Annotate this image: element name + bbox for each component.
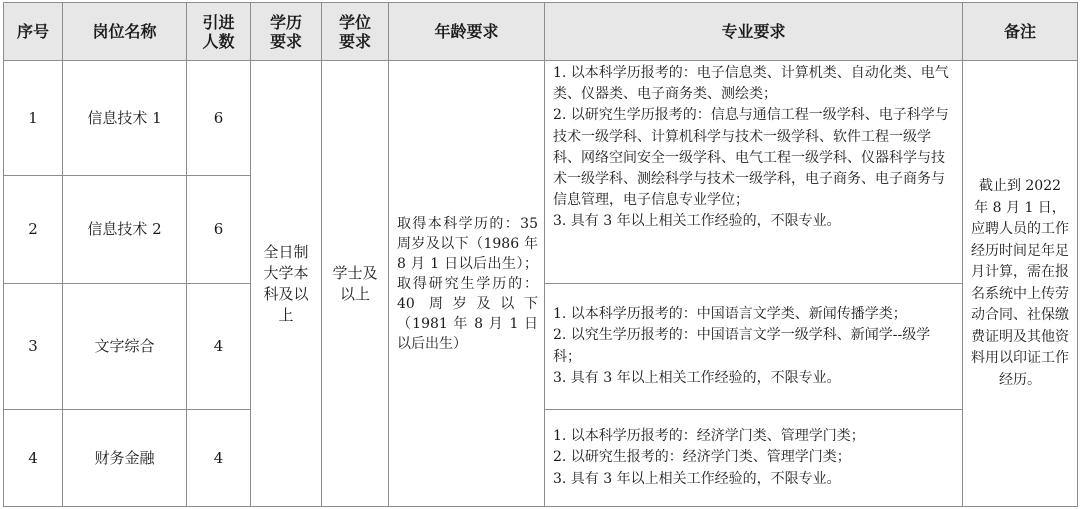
education-cell: 全日制大学本科及以上 (251, 61, 322, 507)
header-education (251, 3, 322, 61)
note-cell: 截止到 2022 年 8 月 1 日，应聘人员的工作经历时间足年足月计算，需在报名系统中上传劳动合同、社保缴费证明及其他资料用以印证工作经历。 (963, 61, 1078, 507)
seq-cell: 4 (4, 410, 63, 507)
header-row (4, 3, 1078, 61)
major-writing-item-2: 2. 以究生学历报考的：中国语言文学一级学科、新闻学--级学科； (553, 327, 931, 365)
header-age: 年龄要求 (389, 3, 545, 61)
major-it-item-3: 3. 具有 3 年以上相关工作经验的，不限专业。 (553, 213, 841, 230)
header-degree (322, 3, 389, 61)
major-cell-finance (545, 410, 963, 507)
header-degree-line-2: 要求 (338, 31, 371, 51)
major-cell-writing (545, 284, 963, 410)
seq-cell: 1 (4, 61, 63, 176)
position-cell: 财务金融 (63, 410, 187, 507)
count-cell: 6 (187, 176, 251, 284)
header-count-line-1: 引进 (202, 12, 235, 32)
header-count (187, 3, 251, 61)
major-finance-item-2: 2. 以研究生报考的：经济学门类、管理学门类； (553, 449, 851, 466)
header-position: 岗位名称 (63, 3, 187, 61)
header-count-line-2: 人数 (202, 31, 235, 51)
degree-cell: 学士及以上 (322, 61, 389, 507)
major-cell-it (545, 61, 963, 284)
position-cell: 信息技术 1 (63, 61, 187, 176)
major-finance-item-1: 1. 以本科学历报考的：经济学门类、管理学门类； (553, 428, 865, 445)
table-row (4, 61, 1078, 176)
count-cell: 4 (187, 410, 251, 507)
major-it-item-2: 2. 以研究生学历报考的：信息与通信工程一级学科、电子科学与技术一级学科、计算机科学与技术一级学科、软件工程一级学科、网络空间安全一级学科、电气工程一级学科、仪器科学与技术一级学科、测绘科学与技术一级学科，电子商务、电子商务与信息管理，电子信息专业学位； (553, 107, 949, 209)
header-degree-line-1: 学位 (338, 12, 371, 32)
count-cell: 6 (187, 61, 251, 176)
age-cell: 取得本科学历的：35 周岁及以下（1986 年 8 月 1 日以后出生）；取得研究生学历的：40 周岁及以下（1981 年 8 月 1 日以后出生） (389, 61, 545, 507)
position-cell: 文字综合 (63, 284, 187, 410)
major-writing-item-1: 1. 以本科学历报考的：中国语言文学类、新闻传播学类； (553, 306, 907, 323)
header-education-line-2: 要求 (269, 31, 302, 51)
recruitment-table (3, 2, 1078, 507)
seq-cell: 3 (4, 284, 63, 410)
header-seq: 序号 (4, 3, 63, 61)
major-finance-item-3: 3. 具有 3 年以上相关工作经验的，不限专业。 (553, 470, 841, 487)
count-cell: 4 (187, 284, 251, 410)
major-it-item-1: 1. 以本科学历报考的：电子信息类、计算机类、自动化类、电气类、仪器类、电子商务类、测绘类； (553, 65, 949, 103)
position-cell: 信息技术 2 (63, 176, 187, 284)
header-note: 备注 (963, 3, 1078, 61)
seq-cell: 2 (4, 176, 63, 284)
header-education-line-1: 学历 (269, 12, 302, 32)
header-major: 专业要求 (545, 3, 963, 61)
major-writing-item-3: 3. 具有 3 年以上相关工作经验的，不限专业。 (553, 369, 841, 386)
